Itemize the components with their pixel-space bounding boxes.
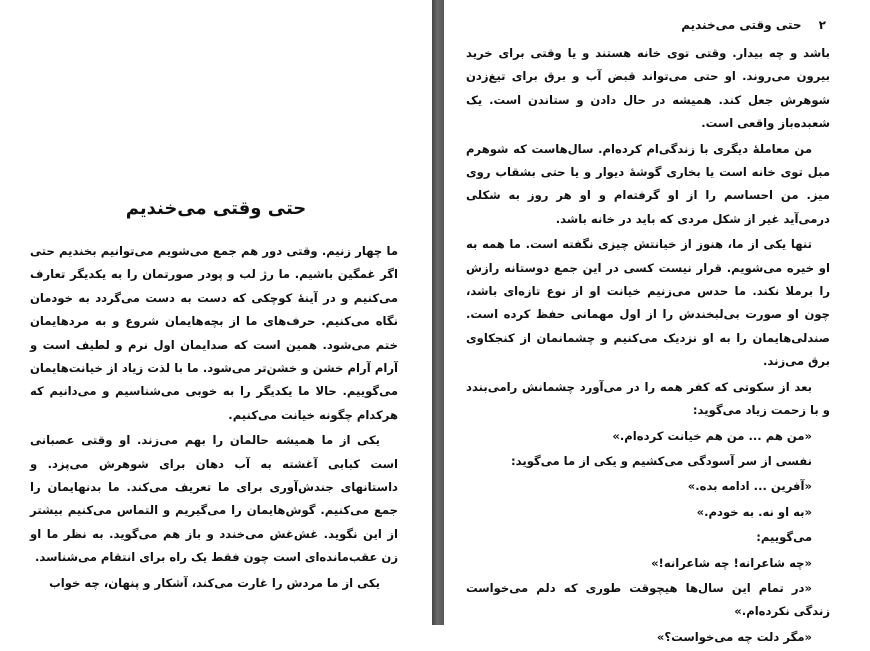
dialogue-line: «آفرین ... ادامه بده.»: [687, 479, 812, 494]
paragraph: می‌گوییم:: [756, 530, 812, 545]
left-page-text: [30, 240, 398, 597]
right-page: [444, 0, 870, 644]
page-number: ۲: [818, 18, 826, 32]
paragraph: ما چهار زنیم. وقتی دور هم جمع می‌شویم می‌توانیم بخندیم حتی اگر غمگین باشیم. ما رژ لب و پودر صورتمان را به یکدیگر تعارف می‌کنیم و در آینهٔ کوچکی که دست به دست می‌گردد به خودمان نگاه می‌کنیم. حرف‌های ما از بچه‌هایمان شروع و به مردهایمان ختم می‌شود. همین است که صدایمان اول نرم و لطیف است و آرام آرام خشن و خشن‌تر می‌شود. ما با لذت زیاد از خیانت‌هایمان می‌گوییم. حالا ما یکدیگر را به خوبی می‌شناسیم و می‌دانیم که هرکدام چگونه خیانت می‌کنیم.: [30, 244, 398, 422]
paragraph: من معاملهٔ دیگری با زندگی‌ام کرده‌ام. سال‌هاست که شوهرم مبل توی خانه است یا بخاری گوشهٔ دیوار و یا حتی بشقاب روی میز. من احساسم را از او گرفته‌ام و او هر روز به شکلی درمی‌آید غیر از شکل مردی که باید در خانه باشد.: [466, 141, 830, 226]
paragraph: بعد از سکوتی که کفر همه را در می‌آورد چشمانش رامی‌بندد و با زحمت زیاد می‌گوید:: [466, 379, 830, 418]
dialogue-line: «به او نه. به خودم.»: [696, 504, 812, 519]
dialogue-line: «مگر دلت چه می‌خواست؟»: [656, 629, 812, 644]
running-title: حتی وقتی می‌خندیم: [681, 18, 802, 32]
paragraph: یکی از ما مردش را غارت می‌کند، آشکار و پنهان، چه خواب: [49, 575, 380, 590]
paragraph: یکی از ما همیشه حالمان را بهم می‌زند. او وقتی عصبانی است کبابی آغشته به آب دهان برای شوهرش می‌پزد. و داستانهای جندش‌آوری برای ما تعریف می‌کند. ما بدنهایمان را جمع می‌کنیم. گوش‌هایمان را می‌گیریم و التماس می‌کنیم بیشتر از این نگوید. غش‌غش می‌خندد و باز هم می‌گوید. به نظر ما او زن عقب‌مانده‌ای است چون فقط یک راه برای انتقام می‌شناسد.: [30, 433, 398, 565]
paragraph: تنها یکی از ما، هنوز از خیانتش چیزی نگفته است. ما همه به او خیره می‌شویم. قرار نیست کسی در این جمع دوستانه رازش را برملا نکند. ما حدس می‌زنیم خیانت او از نوع تازه‌ای باشد، چون او صورت بی‌لبخندش را از اول مهمانی حفظ کرده است. صندلی‌هایمان را به او نزدیک می‌کنیم و چشمانمان از کنجکاوی برق می‌زند.: [466, 237, 830, 369]
right-page-text: [466, 42, 830, 651]
page-header: [464, 14, 826, 34]
left-page: [0, 0, 432, 625]
dialogue-line: «چه شاعرانه! چه شاعرانه!»: [651, 555, 812, 570]
chapter-title: حتی وقتی می‌خندیم: [125, 198, 307, 219]
paragraph: نفسی از سر آسودگی می‌کشیم و یکی از ما می‌گوید:: [511, 453, 812, 468]
paragraph: باشد و چه بیدار. وقتی توی خانه هستند و یا وقتی برای خرید بیرون می‌روند. او حتی می‌تواند قبض آب و برق برای تیغ‌زدن شوهرش جعل کند. همیشه در حال دادن و ستاندن است. یک شعبده‌باز واقعی است.: [466, 46, 830, 131]
dialogue-line: «در تمام این سال‌ها هیچوقت طوری که دلم می‌خواست زندگی نکرده‌ام.»: [466, 580, 830, 619]
book-spine: [432, 0, 444, 625]
dialogue-line: «من هم ... من هم خیانت کرده‌ام.»: [612, 428, 812, 443]
